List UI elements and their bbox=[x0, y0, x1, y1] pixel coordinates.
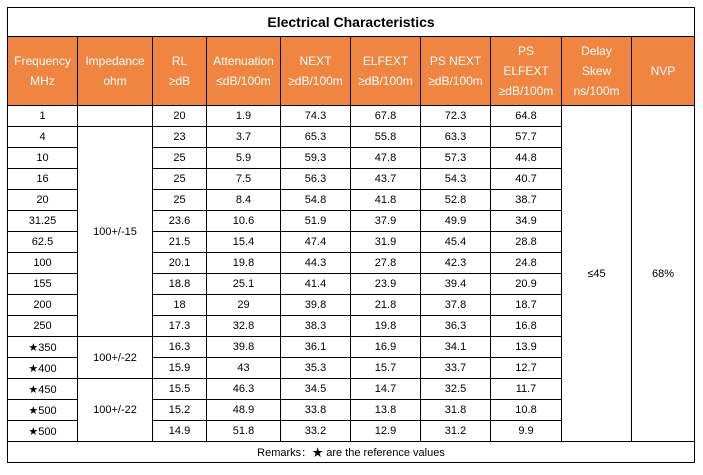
table-body bbox=[8, 106, 695, 442]
cell-rl: 18.8 bbox=[153, 274, 207, 295]
cell-ps-next: 36.3 bbox=[421, 316, 491, 337]
cell-ps-next: 52.8 bbox=[421, 190, 491, 211]
cell-ps-next: 49.9 bbox=[421, 211, 491, 232]
cell-impedance-group: 100+/-22 bbox=[78, 337, 153, 379]
cell-elfext: 13.8 bbox=[351, 400, 421, 421]
cell-rl: 21.5 bbox=[153, 232, 207, 253]
header-impedance: Impedance ohm bbox=[78, 37, 153, 106]
cell-next: 36.1 bbox=[281, 337, 351, 358]
cell-ps-elfext: 38.7 bbox=[491, 190, 562, 211]
cell-elfext: 23.9 bbox=[351, 274, 421, 295]
cell-frequency: 155 bbox=[8, 274, 78, 295]
cell-rl: 23 bbox=[153, 127, 207, 148]
cell-frequency: 200 bbox=[8, 295, 78, 316]
cell-elfext: 27.8 bbox=[351, 253, 421, 274]
cell-frequency: 1 bbox=[8, 106, 78, 127]
cell-ps-next: 34.1 bbox=[421, 337, 491, 358]
cell-impedance-group: 100+/-22 bbox=[78, 379, 153, 442]
cell-attenuation: 46.3 bbox=[207, 379, 281, 400]
cell-rl: 20.1 bbox=[153, 253, 207, 274]
cell-elfext: 55.8 bbox=[351, 127, 421, 148]
cell-ps-elfext: 34.9 bbox=[491, 211, 562, 232]
cell-frequency: ★400 bbox=[8, 358, 78, 379]
cell-elfext: 16.9 bbox=[351, 337, 421, 358]
cell-attenuation: 51.8 bbox=[207, 421, 281, 442]
cell-attenuation: 1.9 bbox=[207, 106, 281, 127]
cell-rl: 25 bbox=[153, 190, 207, 211]
header-frequency: Frequency MHz bbox=[8, 37, 78, 106]
cell-attenuation: 15.4 bbox=[207, 232, 281, 253]
cell-ps-next: 57.3 bbox=[421, 148, 491, 169]
cell-frequency: 100 bbox=[8, 253, 78, 274]
cell-attenuation: 39.8 bbox=[207, 337, 281, 358]
cell-elfext: 15.7 bbox=[351, 358, 421, 379]
cell-rl: 20 bbox=[153, 106, 207, 127]
cell-next: 33.2 bbox=[281, 421, 351, 442]
cell-frequency: 250 bbox=[8, 316, 78, 337]
cell-ps-next: 45.4 bbox=[421, 232, 491, 253]
cell-attenuation: 29 bbox=[207, 295, 281, 316]
cell-attenuation: 7.5 bbox=[207, 169, 281, 190]
cell-ps-next: 33.7 bbox=[421, 358, 491, 379]
header-ps-next: PS NEXT ≥dB/100m bbox=[421, 37, 491, 106]
cell-rl: 18 bbox=[153, 295, 207, 316]
cell-next: 65.3 bbox=[281, 127, 351, 148]
cell-frequency: 4 bbox=[8, 127, 78, 148]
cell-ps-elfext: 16.8 bbox=[491, 316, 562, 337]
cell-rl: 17.3 bbox=[153, 316, 207, 337]
cell-attenuation: 43 bbox=[207, 358, 281, 379]
cell-ps-elfext: 20.9 bbox=[491, 274, 562, 295]
cell-ps-next: 31.8 bbox=[421, 400, 491, 421]
cell-attenuation: 32.8 bbox=[207, 316, 281, 337]
cell-next: 44.3 bbox=[281, 253, 351, 274]
cell-elfext: 47.8 bbox=[351, 148, 421, 169]
cell-rl: 15.9 bbox=[153, 358, 207, 379]
cell-frequency: 62.5 bbox=[8, 232, 78, 253]
cell-ps-elfext: 18.7 bbox=[491, 295, 562, 316]
cell-attenuation: 19.8 bbox=[207, 253, 281, 274]
cell-attenuation: 8.4 bbox=[207, 190, 281, 211]
cell-elfext: 41.8 bbox=[351, 190, 421, 211]
cell-elfext: 21.8 bbox=[351, 295, 421, 316]
header-rl: RL ≥dB bbox=[153, 37, 207, 106]
cell-frequency: ★500 bbox=[8, 400, 78, 421]
header-elfext: ELFEXT ≥dB/100m bbox=[351, 37, 421, 106]
cell-rl: 15.5 bbox=[153, 379, 207, 400]
cell-next: 34.5 bbox=[281, 379, 351, 400]
cell-ps-elfext: 13.9 bbox=[491, 337, 562, 358]
cell-next: 47.4 bbox=[281, 232, 351, 253]
cell-elfext: 19.8 bbox=[351, 316, 421, 337]
cell-ps-elfext: 64.8 bbox=[491, 106, 562, 127]
table-title: Electrical Characteristics bbox=[8, 8, 695, 37]
cell-next: 54.8 bbox=[281, 190, 351, 211]
cell-elfext: 31.9 bbox=[351, 232, 421, 253]
cell-frequency: ★450 bbox=[8, 379, 78, 400]
cell-attenuation: 5.9 bbox=[207, 148, 281, 169]
cell-ps-next: 32.5 bbox=[421, 379, 491, 400]
cell-ps-elfext: 11.7 bbox=[491, 379, 562, 400]
cell-elfext: 12.9 bbox=[351, 421, 421, 442]
cell-elfext: 67.8 bbox=[351, 106, 421, 127]
header-attenuation: Attenuation ≤dB/100m bbox=[207, 37, 281, 106]
cell-rl: 23.6 bbox=[153, 211, 207, 232]
header-row bbox=[8, 37, 695, 106]
cell-ps-next: 39.4 bbox=[421, 274, 491, 295]
remarks-note: Remarks：★ are the reference values bbox=[8, 442, 695, 463]
cell-impedance-group: 100+/-15 bbox=[78, 127, 153, 337]
cell-ps-next: 42.3 bbox=[421, 253, 491, 274]
cell-attenuation: 48.9 bbox=[207, 400, 281, 421]
cell-ps-next: 54.3 bbox=[421, 169, 491, 190]
cell-attenuation: 25.1 bbox=[207, 274, 281, 295]
table-row bbox=[8, 106, 695, 127]
cell-rl: 25 bbox=[153, 169, 207, 190]
cell-frequency: 10 bbox=[8, 148, 78, 169]
cell-elfext: 37.9 bbox=[351, 211, 421, 232]
cell-next: 38.3 bbox=[281, 316, 351, 337]
cell-ps-elfext: 12.7 bbox=[491, 358, 562, 379]
cell-ps-elfext: 9.9 bbox=[491, 421, 562, 442]
cell-frequency: 20 bbox=[8, 190, 78, 211]
header-delay-skew: Delay Skew ns/100m bbox=[562, 37, 632, 106]
cell-frequency: ★350 bbox=[8, 337, 78, 358]
cell-ps-elfext: 10.8 bbox=[491, 400, 562, 421]
cell-elfext: 14.7 bbox=[351, 379, 421, 400]
cell-rl: 15.2 bbox=[153, 400, 207, 421]
cell-ps-next: 31.2 bbox=[421, 421, 491, 442]
cell-ps-elfext: 57.7 bbox=[491, 127, 562, 148]
cell-delay-skew: ≤45 bbox=[562, 106, 632, 442]
cell-frequency: 16 bbox=[8, 169, 78, 190]
cell-ps-elfext: 40.7 bbox=[491, 169, 562, 190]
cell-attenuation: 3.7 bbox=[207, 127, 281, 148]
cell-ps-next: 37.8 bbox=[421, 295, 491, 316]
cell-frequency: ★500 bbox=[8, 421, 78, 442]
cell-ps-next: 63.3 bbox=[421, 127, 491, 148]
electrical-characteristics-table bbox=[7, 7, 695, 463]
cell-elfext: 43.7 bbox=[351, 169, 421, 190]
cell-frequency: 31.25 bbox=[8, 211, 78, 232]
cell-next: 51.9 bbox=[281, 211, 351, 232]
header-next: NEXT ≥dB/100m bbox=[281, 37, 351, 106]
cell-nvp: 68% bbox=[632, 106, 695, 442]
cell-next: 33.8 bbox=[281, 400, 351, 421]
cell-next: 41.4 bbox=[281, 274, 351, 295]
cell-rl: 25 bbox=[153, 148, 207, 169]
cell-next: 35.3 bbox=[281, 358, 351, 379]
cell-rl: 16.3 bbox=[153, 337, 207, 358]
cell-next: 74.3 bbox=[281, 106, 351, 127]
cell-ps-elfext: 28.8 bbox=[491, 232, 562, 253]
cell-attenuation: 10.6 bbox=[207, 211, 281, 232]
header-nvp: NVP bbox=[632, 37, 695, 106]
cell-ps-elfext: 44.8 bbox=[491, 148, 562, 169]
cell-rl: 14.9 bbox=[153, 421, 207, 442]
cell-next: 59.3 bbox=[281, 148, 351, 169]
cell-impedance-empty bbox=[78, 106, 153, 127]
cell-next: 56.3 bbox=[281, 169, 351, 190]
header-ps-elfext: PS ELFEXT ≥dB/100m bbox=[491, 37, 562, 106]
cell-next: 39.8 bbox=[281, 295, 351, 316]
cell-ps-next: 72.3 bbox=[421, 106, 491, 127]
cell-ps-elfext: 24.8 bbox=[491, 253, 562, 274]
